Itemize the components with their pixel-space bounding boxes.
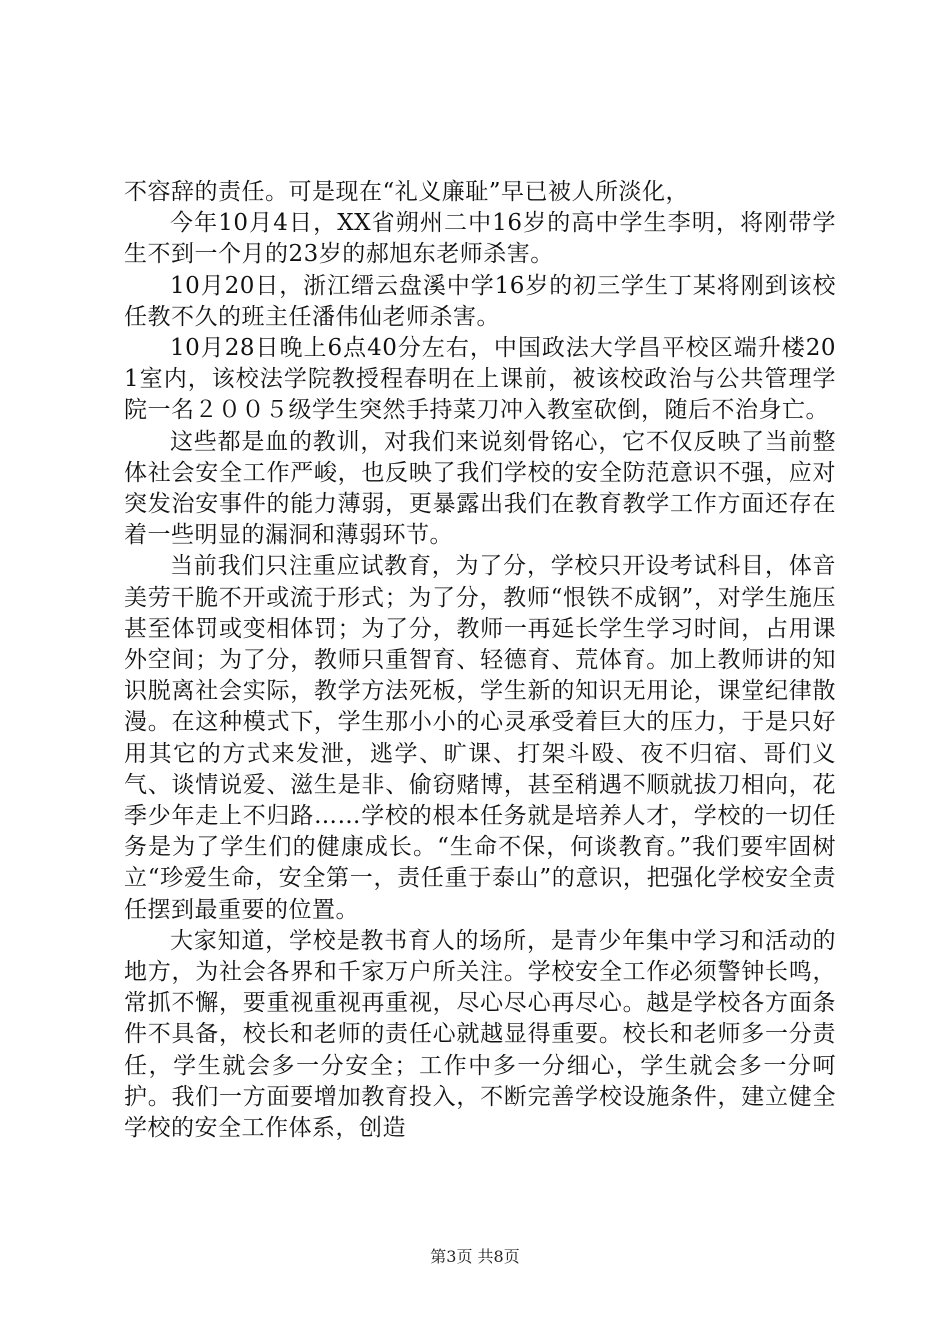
paragraph-jinyun-incident: 10月20日，浙江缙云盘溪中学16岁的初三学生丁某将刚到该校任教不久的班主任潘伟仙老师杀害。 [124,272,836,330]
paragraph-lessons: 这些都是血的教训，对我们来说刻骨铭心，它不仅反映了当前整体社会安全工作严峻，也反映了我们学校的安全防范意识不强，应对突发治安事件的能力薄弱，更暴露出我们在教育教学工作方面还存在着一些明显的漏洞和薄弱环节。 [124,428,836,549]
paragraph-exam-education: 当前我们只注重应试教育，为了分，学校只开设考试科目，体音美劳干脆不开或流于形式；为了分，教师“恨铁不成钢”，对学生施压甚至体罚或变相体罚；为了分，教师一再延长学生学习时间，占用课外空间；为了分，教师只重智育、轻德育、荒体育。加上教师讲的知识脱离社会实际，教学方法死板，学生新的知识无用论，课堂纪律散漫。在这种模式下，学生那小小的心灵承受着巨大的压力，于是只好用其它的方式来发泄，逃学、旷课、打架斗殴、夜不归宿、哥们义气、谈情说爱、滋生是非、偷窃赌博，甚至稍遇不顺就拔刀相向，花季少年走上不归路……学校的根本任务就是培养人才，学校的一切任务是为了学生们的健康成长。“生命不保，何谈教育。”我们要牢固树立“珍爱生命，安全第一，责任重于泰山”的意识，把强化学校安全责任摆到最重要的位置。 [124,553,836,923]
paragraph-cupl-incident: 10月28日晚上6点40分左右，中国政法大学昌平校区端升楼201室内，该校法学院教授程春明在上课前，被该校政治与公共管理学院一名２００５级学生突然手持菜刀冲入教室砍倒，随后不治身亡。 [124,335,836,424]
document-body [124,177,836,1144]
paragraph-school-safety: 大家知道，学校是教书育人的场所，是青少年集中学习和活动的地方，为社会各界和千家万户所关注。学校安全工作必须警钟长鸣，常抓不懈，要重视重视再重视，尽心尽心再尽心。越是学校各方面条件不具备，校长和老师的责任心就越显得重要。校长和老师多一分责任，学生就会多一分安全；工作中多一分细心，学生就会多一分呵护。我们一方面要增加教育投入，不断完善学校设施条件，建立健全学校的安全工作体系，创造 [124,927,836,1142]
paragraph-continuation: 不容辞的责任。可是现在“礼义廉耻”早已被人所淡化， [124,179,690,205]
page-footer [0,1244,950,1267]
paragraph-shuozhou-incident: 今年10月4日，XX省朔州二中16岁的高中学生李明，将刚带学生不到一个月的23岁的郝旭东老师杀害。 [124,210,836,268]
page-number: 第3页 共8页 [430,1247,520,1266]
